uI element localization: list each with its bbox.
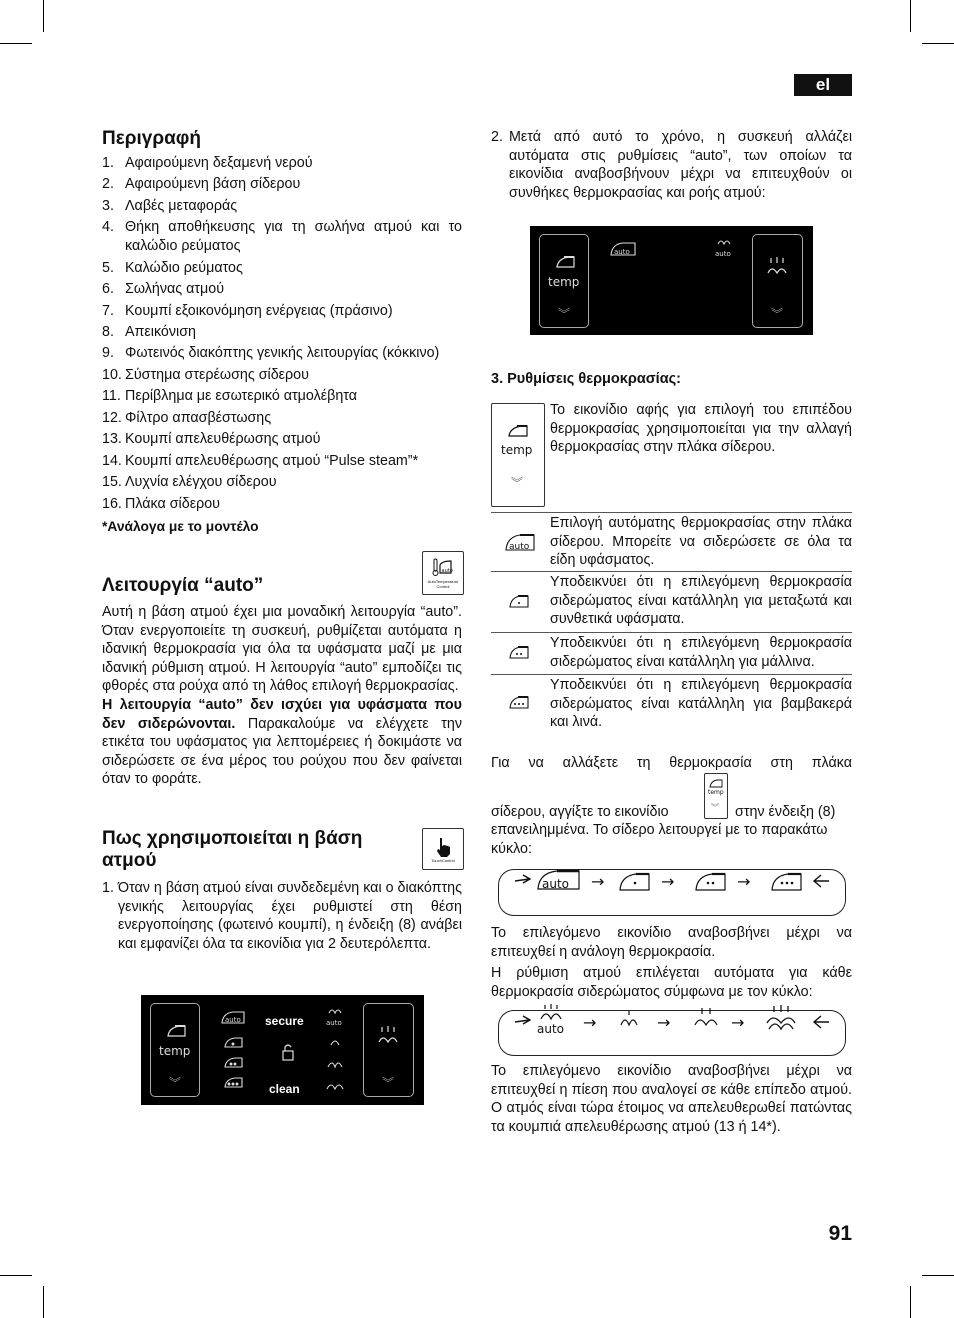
list-item [102,175,462,194]
list-item-number: 6. [102,281,114,298]
auto-icon-caption: AutoTemperature Control [427,579,459,589]
table-row [491,571,852,632]
table-row [491,674,852,735]
list-item [102,323,462,342]
crop-mark [910,0,911,32]
model-note: *Ανάλογα με το μοντέλο [102,519,259,535]
parts-list [102,154,462,513]
list-item [102,197,462,216]
svg-text:auto: auto [509,542,530,552]
auto-paragraph-2: Η λειτουργία “auto” δεν ισχύει για υφάσματα που δεν σιδερώνονται. Παρακαλούμε να ελέγχετε την ετικέτα του υφάσματος για λεπτομέρειες ή δοκιμάστε να σιδερώσετε σε ένα μέρος του ρούχου που δεν φαίνεται όταν το φοράτε. [102,696,462,788]
steam-auto-icon [535,1003,575,1039]
chevron-down-icon: ︾ [711,803,719,812]
touch-control-icon [422,828,464,870]
table-row-text: Υποδεικνύει ότι η επιλεγόμενη θερμοκρασία σιδερώματος είναι κατάλληλη για βαμβακερά και λινά. [550,677,852,731]
use-step-2: Μετά από αυτό το χρόνο, η συσκευή αλλάζει αυτόματα στις ρυθμίσεις “auto”, των οποίων τα εικονίδια αναβοσβήνουν μέχρι να επιτευχθούν οι συνθήκες θερμοκρασίας και ροής ατμού: [509,129,852,201]
arrow-right-icon: → [661,872,675,891]
list-item-number: 16. [102,495,122,512]
table-row-text: Υποδεικνύει ότι η επιλεγόμενη θερμοκρασία σιδερώματος είναι κατάλληλη για μεταξωτά και συνθετικά υφάσματα. [550,574,852,628]
list-item-text: Αφαιρούμενη βάση σίδερου [125,176,301,193]
list-item-text: Κουμπί εξοικονόμηση ενέργειας (πράσινο) [125,302,393,319]
page-number: 91 [828,1222,852,1245]
list-item-number: 13. [102,431,122,448]
list-item [102,280,462,299]
change-temp-line3: επανειλημμένα. Το σίδερο λειτουργεί με το παρακάτω κύκλο: [491,822,828,857]
crop-mark [0,1275,32,1276]
display-panel-auto [530,226,813,335]
list-item-text: Κουμπί απελευθέρωσης ατμού “Pulse steam”* [125,452,419,469]
list-item-number: 4. [102,219,114,236]
arrow-right-icon: → [737,872,751,891]
iron-levels-icons [219,1005,247,1095]
list-item-number: 12. [102,409,122,426]
list-item-text: Σωλήνας ατμού [125,281,225,298]
secure-label: secure [265,1014,304,1028]
display-panel-all-icons [141,995,424,1105]
crop-mark [922,43,954,44]
svg-text:auto: auto [542,877,570,891]
iron-three-dots-icon [507,693,531,711]
section-title-auto: Λειτουργία “auto” [102,575,264,596]
crop-mark [0,43,32,44]
iron-two-dots-icon [507,643,531,661]
list-item [102,344,462,363]
list-item-text: Κουμπί απελευθέρωσης ατμού [125,431,321,448]
list-item-number: 9. [102,345,114,362]
steam-high-icon [763,1003,799,1037]
svg-text:auto: auto [537,1022,565,1036]
use-step-1: Όταν η βάση ατμού είναι συνδεδεμένη και ο διακόπτης γενικής λειτουργίας έχει ρυθμιστεί στη θέση ενεργοποίησης (φωτεινό κουμπί), η ένδειξη (8) ανάβει και εμφανίζει όλα τα εικονίδια για 2 δευτερόλεπτα. [118,880,462,952]
list-item-text: Φίλτρο απασβέστωσης [125,409,272,426]
list-item-number: 5. [102,259,114,276]
list-item [102,302,462,321]
chevron-down-icon: ︾ [169,1076,182,1090]
temp-label: temp [708,789,724,796]
steam-icon [375,1024,401,1050]
list-item-number: 3. [102,197,114,214]
chevron-down-icon: ︾ [771,307,784,321]
list-item-number: 8. [102,323,114,340]
crop-mark [922,1275,954,1276]
table-row [491,632,852,675]
arrow-right-icon: → [731,1013,745,1032]
hand-pointer-icon [433,836,453,858]
list-item-text: Απεικόνιση [125,323,196,340]
iron-icon [165,1022,187,1038]
auto-paragraph-1: Αυτή η βάση ατμού έχει μια μοναδική λειτουργία “auto”. Όταν ενεργοποιείτε τη συσκευή, ρυθμίζεται αυτόματα η ιδανική θερμοκρασία για όλα τα υφάσματα μαζί με μια ιδανική ρύθμιση ατμού. Η λειτουργία “auto” εμποδίζει τις φθορές στα ρούχα από τη λάθος επιλογή θερμοκρασίας. [102,604,462,695]
list-item-text: Θήκη αποθήκευσης για τη σωλήνα ατμού και το καλώδιο ρεύματος [125,219,462,255]
temp-button[interactable] [539,234,589,328]
list-item-number: 15. [102,474,122,491]
iron-icon [506,422,530,438]
steam-button[interactable] [752,234,803,328]
iron-two-dots-icon [693,869,729,893]
steam-paragraph: Η ρύθμιση ατμού επιλέγεται αυτόματα για κάθε θερμοκρασία σιδερώματος σύμφωνα με τον κύκλο: [491,965,852,1000]
list-item-text: Πλάκα σίδερου [125,495,220,512]
list-item-number: 14. [102,452,122,469]
chevron-down-icon: ︾ [558,307,571,321]
temp-label: temp [548,275,580,289]
temp-button-inline-icon [704,773,728,819]
list-item-number: 7. [102,302,114,319]
lock-icon [281,1042,295,1062]
iron-icon [554,253,576,269]
list-item-text: Φωτεινός διακόπτης γενικής λειτουργίας (κόκκινο) [125,345,440,362]
temp-button[interactable] [150,1003,200,1097]
auto-temperature-icon [422,551,464,595]
list-item [102,409,462,428]
steam-medium-icon [691,1005,721,1033]
list-item [102,473,462,492]
change-temp-line2a: σίδερου, αγγίξτε το εικονίδιο [491,804,669,820]
iron-auto-icon [535,864,583,892]
table-row-text: Υποδεικνύει ότι η επιλεγόμενη θερμοκρασία σιδερώματος είναι κατάλληλη για μάλλινα. [550,635,852,670]
steam-low-icon [617,1009,641,1031]
iron-auto-icon [503,529,537,553]
table-row-text: Το εικονίδιο αφής για επιλογή του επιπέδου θερμοκρασίας χρησιμοποιείται για την αλλαγή θερμοκρασίας στην πλάκα σίδερου. [550,402,852,456]
iron-auto-icon [608,236,638,258]
svg-text:auto: auto [715,250,731,258]
list-item-text: Λαβές μεταφοράς [125,197,238,214]
chevron-down-icon: ︾ [511,476,524,490]
crop-mark [910,1286,911,1318]
iron-three-dots-icon [769,869,805,893]
list-item [102,495,462,514]
language-tag: el [794,74,852,96]
steam-button[interactable] [363,1003,414,1097]
thermometer-icon [432,557,454,579]
touch-icon-caption: TouchControl [431,857,455,863]
arrow-right-icon: → [583,1013,597,1032]
list-item [102,366,462,385]
temp-touch-button-icon [491,403,545,507]
list-item-text: Περίβλημα με εσωτερικό ατμολέβητα [125,388,358,405]
chevron-down-icon: ︾ [382,1076,395,1090]
list-item [102,259,462,278]
section-title-use: Πως χρησιμοποιείται η βάση ατμού [102,828,363,871]
arrow-right-icon: → [591,872,605,891]
arrow-right-icon: → [657,1013,671,1032]
table-row-text: Επιλογή αυτόματης θερμοκρασίας στην πλάκα σίδερου. Μπορείτε να σιδερώσετε σε όλα τα είδη υφάσματος. [550,515,852,569]
section-title-temperature: 3. Ρυθμίσεις θερμοκρασίας: [491,371,681,387]
blink-note-1: Το επιλεγόμενο εικονίδιο αναβοσβήνει μέχρι να επιτευχθεί η ανάλογη θερμοκρασία. [491,925,852,960]
list-item [102,387,462,406]
list-item-number: 11. [102,388,121,405]
table-row [491,512,852,571]
change-temp-line1: Για να αλλάξετε τη θερμοκρασία στη πλάκα [491,755,852,771]
step-number: 2. [491,129,503,145]
svg-text:auto: auto [614,248,630,256]
list-item-text: Καλώδιο ρεύματος [125,259,243,276]
change-temp-line2b: στην ένδειξη (8) [735,804,836,820]
list-item-number: 10. [102,366,122,383]
svg-text:auto: auto [225,1016,241,1024]
blink-note-2: Το επιλεγόμενο εικονίδιο αναβοσβήνει μέχρι να επιτευχθεί η πίεση που αναλογεί σε κάθε επίπεδο ατμού. Ο ατμός είναι τώρα έτοιμος να απελευθερωθεί πατώντας τα κουμπιά απελευθέρωσης ατμού (13 ή 14*). [491,1063,852,1135]
step-number: 1. [102,880,114,896]
svg-text:auto: auto [326,1019,342,1027]
steam-icon [764,255,790,281]
crop-mark [43,1286,44,1318]
steam-auto-icon [712,234,736,258]
list-item [102,218,462,255]
list-item-text: Λυχνία ελέγχου σίδερου [125,474,277,491]
temperature-cycle-diagram [498,869,846,916]
temp-label: temp [159,1044,191,1058]
list-item-text: Σύστημα στερέωσης σίδερου [125,366,309,383]
list-item-number: 1. [102,155,114,171]
clean-label: clean [269,1082,300,1096]
temp-label: temp [501,443,533,457]
list-item [102,452,462,471]
list-item [102,154,462,173]
svg-text:auto: auto [441,568,453,574]
crop-mark [43,0,44,32]
list-item-number: 2. [102,176,114,193]
iron-one-dot-icon [507,592,531,610]
steam-cycle-diagram [498,1010,846,1056]
section-title-description: Περιγραφή [102,128,201,149]
list-item-text: Αφαιρούμενη δεξαμενή νερού [125,155,313,171]
list-item [102,430,462,449]
steam-levels-icons [323,1003,347,1097]
iron-one-dot-icon [617,869,653,893]
